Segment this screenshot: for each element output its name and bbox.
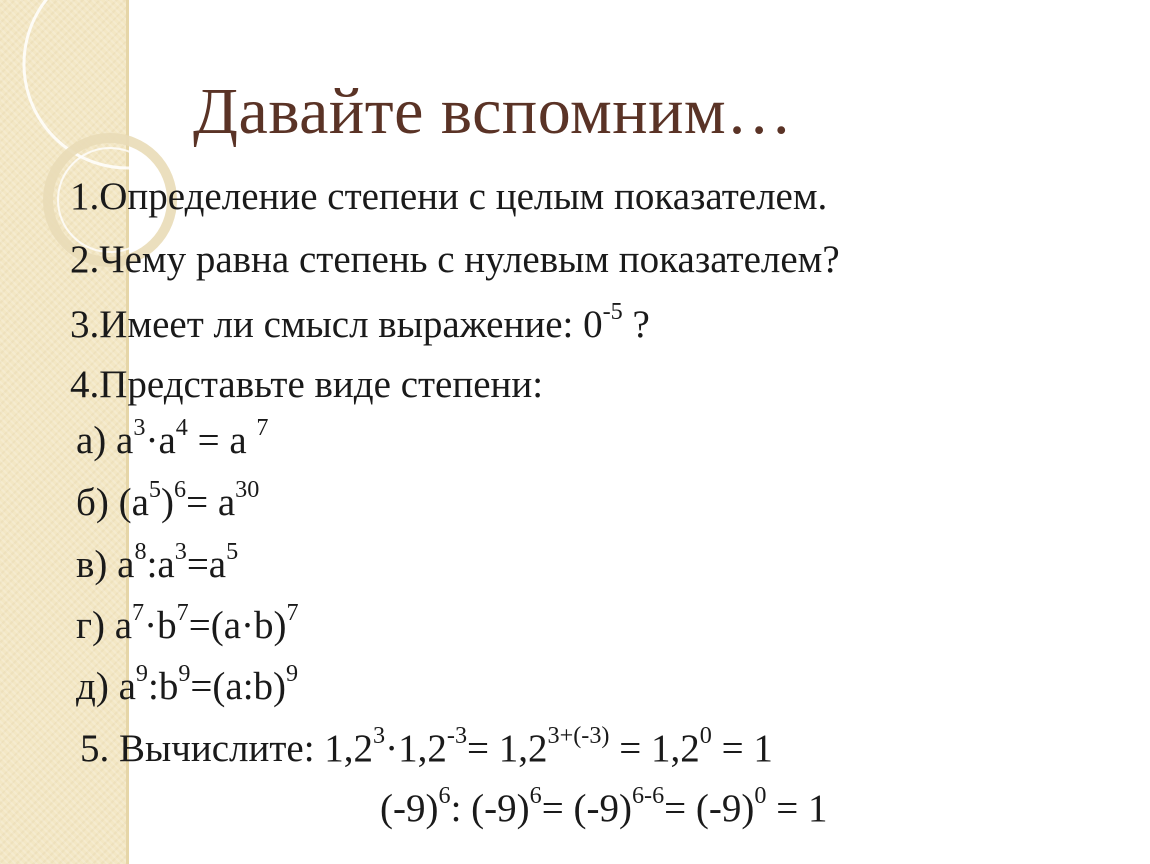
question-5: 5. Вычислите: $1,2^3\cdot 1,2^{-3}= 1,2^{3+(-3)} = 1,2^0 = 1$ (80, 721, 773, 770)
item-a: а) $а^3\cdot а^4 = а$ $^7$ (76, 413, 269, 462)
item-d: д) $а^9:b^9=(а:b)^9$ (76, 659, 299, 708)
question-4: 4.Представьте виде степени: (70, 363, 544, 406)
question-1: 1.Определение степени с целым показателем. (70, 175, 828, 218)
slide-title: Давайте вспомним… (193, 75, 793, 148)
question-3: 3.Имеет ли смысл выражение: $0^{-5}$ ? (70, 297, 650, 346)
item-b: б) $(а^5)^6= а^{30}$ (76, 475, 260, 524)
question-5-second: $(-9)^6$: $(-9)^6= (-9)^{6-6}= (-9)^0 = 1$ (380, 781, 828, 830)
item-g: г) $а^7\cdot b^7=(а\cdot b)^7$ (76, 598, 299, 647)
question-2: 2.Чему равна степень с нулевым показателем? (70, 238, 840, 281)
item-v: в) $а^8:а^3=а^5$ (76, 537, 239, 586)
